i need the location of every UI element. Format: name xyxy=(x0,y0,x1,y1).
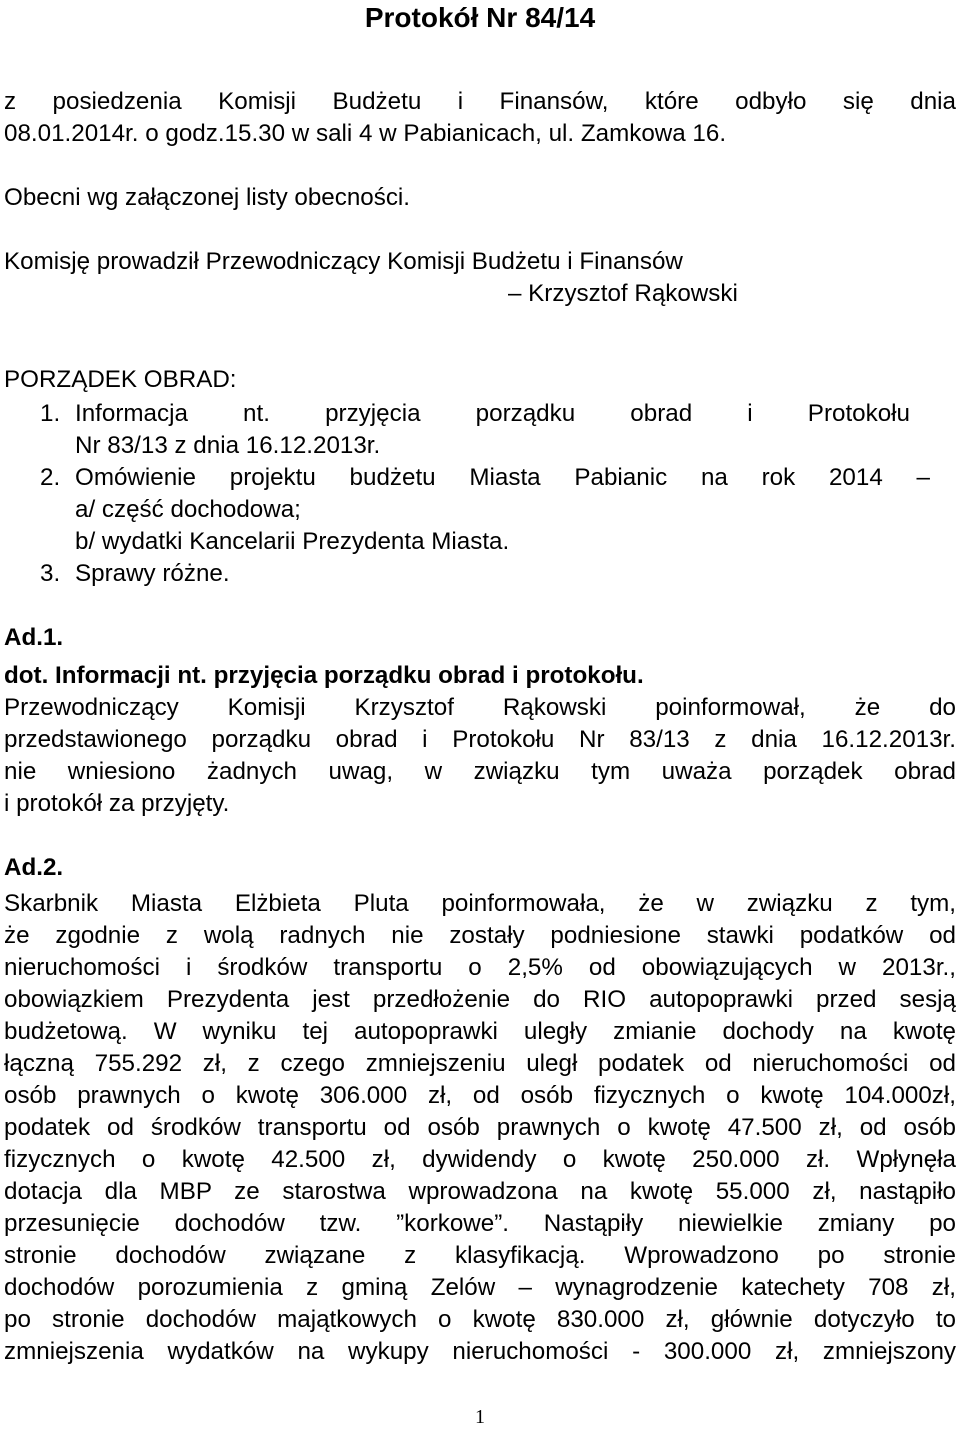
document-title: Protokół Nr 84/14 xyxy=(364,2,596,33)
section-2-line: osób prawnych o kwotę 306.000 zł, od osób fizycznych o kwotę 104.000zł, xyxy=(4,1082,956,1109)
agenda-item-1-continuation: Nr 83/13 z dnia 16.12.2013r. xyxy=(75,432,381,459)
section-2-line: nieruchomości i środków transportu o 2,5% od obowiązujących w 2013r., xyxy=(4,954,956,981)
agenda-item-number: 3. xyxy=(40,560,61,587)
agenda-item-text: Informacja nt. przyjęcia porządku obrad i Protokołu xyxy=(75,400,910,427)
section-2-line: fizycznych o kwotę 42.500 zł, dywidendy o kwotę 250.000 zł. Wpłynęła xyxy=(4,1146,956,1173)
section-1-line: przedstawionego porządku obrad i Protokołu Nr 83/13 z dnia 16.12.2013r. xyxy=(4,726,956,753)
agenda-item-text: Omówienie projektu budżetu Miasta Pabianic na rok 2014 – xyxy=(75,464,930,491)
agenda-item-2b: b/ wydatki Kancelarii Prezydenta Miasta. xyxy=(75,528,510,555)
agenda-item-3 xyxy=(40,558,910,590)
section-2-line: dotacja dla MBP ze starostwa wprowadzona na kwotę 55.000 zł, nastąpiło xyxy=(4,1178,956,1205)
agenda-item-2 xyxy=(40,462,930,494)
section-2-line: stronie dochodów związane z klasyfikacją. Wprowadzono po stronie xyxy=(4,1242,956,1269)
intro-line-1: z posiedzenia Komisji Budżetu i Finansów, które odbyło się dnia xyxy=(4,88,956,115)
section-2-line: podatek od środków transportu od osób prawnych o kwotę 47.500 zł, od osób xyxy=(4,1114,956,1141)
agenda-item-text: Sprawy różne. xyxy=(75,560,230,587)
attendance-note: Obecni wg załączonej listy obecności. xyxy=(4,184,411,211)
section-2-heading: Ad.2. xyxy=(4,854,64,881)
section-2-line: obowiązkiem Prezydenta jest przedłożenie do RIO autopoprawki przed sesją xyxy=(4,986,956,1013)
section-2-line: zmniejszenia wydatków na wykupy nieruchomości - 300.000 zł, zmniejszony xyxy=(4,1338,956,1365)
section-2-line: budżetową. W wyniku tej autopoprawki uległy zmianie dochody na kwotę xyxy=(4,1018,956,1045)
intro-line-2: 08.01.2014r. o godz.15.30 w sali 4 w Pabianicach, ul. Zamkowa 16. xyxy=(4,120,727,147)
agenda-heading: PORZĄDEK OBRAD: xyxy=(4,366,237,393)
section-1-line: Przewodniczący Komisji Krzysztof Rąkowski poinformował, że do xyxy=(4,694,956,721)
agenda-item-number: 1. xyxy=(40,400,61,427)
chair-line-1: Komisję prowadził Przewodniczący Komisji Budżetu i Finansów xyxy=(4,248,683,275)
section-2-line: przesunięcie dochodów tzw. ”korkowe”. Nastąpiły niewielkie zmiany po xyxy=(4,1210,956,1237)
section-2-line: że zgodnie z wolą radnych nie zostały podniesione stawki podatków od xyxy=(4,922,956,949)
section-1-line: nie wniesiono żadnych uwag, w związku tym uważa porządek obrad xyxy=(4,758,956,785)
agenda-item-2a: a/ część dochodowa; xyxy=(75,496,301,523)
page-number: 1 xyxy=(475,1406,485,1428)
section-1-subheading: dot. Informacji nt. przyjęcia porządku obrad i protokołu. xyxy=(4,662,644,689)
section-2-line: Skarbnik Miasta Elżbieta Pluta poinformowała, że w związku z tym, xyxy=(4,890,956,917)
section-2-line: łączną 755.292 zł, z czego zmniejszeniu uległ podatek od nieruchomości od xyxy=(4,1050,956,1077)
section-1-line: i protokół za przyjęty. xyxy=(4,790,230,817)
chair-line-2: – Krzysztof Rąkowski xyxy=(508,280,738,307)
section-2-line: dochodów porozumienia z gminą Zelów – wynagrodzenie katechety 708 zł, xyxy=(4,1274,956,1301)
agenda-item-1 xyxy=(40,398,910,430)
agenda-item-number: 2. xyxy=(40,464,61,491)
section-1-heading: Ad.1. xyxy=(4,624,64,651)
section-2-line: po stronie dochodów majątkowych o kwotę 830.000 zł, głównie dotyczyło to xyxy=(4,1306,956,1333)
